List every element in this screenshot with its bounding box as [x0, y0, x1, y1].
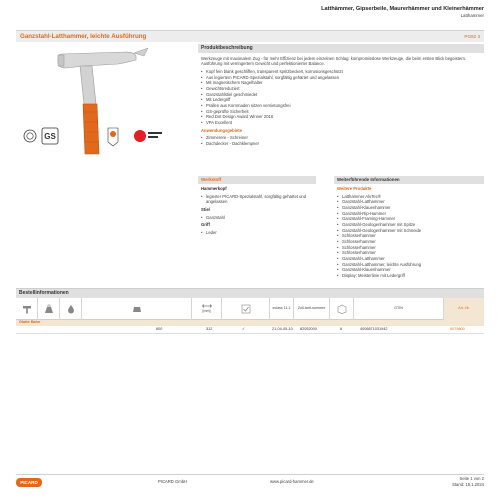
footer-divider [16, 474, 484, 475]
related-product-link[interactable]: • Schlosserhammer [337, 245, 481, 251]
weight-icon [38, 298, 60, 320]
feature-item: • Mit magnetischem Nagelhalter [201, 80, 481, 86]
product-title-bar [16, 30, 484, 42]
page-header-subtitle: Latthammer [460, 13, 484, 18]
material-section [198, 176, 316, 236]
certificate-icon [241, 304, 251, 314]
material-head-list [198, 192, 316, 205]
package-icon [337, 304, 347, 314]
feature-item: • Mit Ledergriff [201, 97, 481, 103]
material-grip-label: Griff [201, 222, 210, 228]
related-product-link[interactable]: • Ganzstahl-Klauenhammer [337, 205, 481, 211]
description-text: Werkzeuge mit maximalem Zug - für mehr Effizienz bei jedem einzelnen Schlag; kompromisslose Werkzeuge, die beim ersten Blick begeistern. Ausführung mit verringertem Gewicht und perfektionierter Balance. [201, 55, 467, 67]
material-item: • Leder [201, 230, 313, 236]
cell-article: 0079800 [450, 327, 465, 332]
usage-item: • Zimmerere - Schreiner [201, 135, 481, 141]
footer-url-link[interactable]: www.picard-hammer.de [270, 479, 314, 484]
material-handle-list [198, 213, 316, 221]
related-product-link[interactable]: • Ganzstahl-Geologenhammer mit Spitze [337, 222, 481, 228]
related-product-link[interactable]: • Display: Meisterlinie mit Ledergriff [337, 273, 481, 279]
feature-list [198, 67, 484, 126]
further-info-heading: Weiterführende Informationen [334, 176, 484, 184]
cell-check: ✓ [242, 327, 246, 332]
cell-eclass: 21-04-05-10 [272, 327, 293, 332]
product-code: PG92 3 [464, 34, 480, 39]
feature-item: • GS-geprüfte Sicherheit [201, 109, 481, 115]
gs-column-head [222, 298, 270, 320]
description-heading: Produktbeschreibung [198, 44, 484, 53]
feature-item: • Ganzstahlstiel geschmiedet [201, 92, 481, 98]
article-column-head [444, 298, 484, 320]
usage-heading: Anwendungsgebiete [201, 127, 242, 133]
related-product-link[interactable]: • Ganzstahl-Rip-Hammer [337, 211, 481, 217]
material-handle-label: Stiel [201, 206, 210, 212]
related-product-link[interactable]: • Schlosserhammer [337, 239, 481, 245]
related-product-link[interactable]: • Ganzstahl-Geologenhammer mit Schneide [337, 228, 481, 234]
related-product-link[interactable]: • Ganzstahl-Latthammer, leichte Ausführung [337, 262, 481, 268]
cell-tariff: 82052000 [300, 327, 317, 332]
related-product-link[interactable]: • Schlosserhammer [337, 250, 481, 256]
article-label: Art.-Nr. [458, 306, 470, 311]
drop-icon [60, 298, 82, 320]
feature-item: • Red Dot Design Award Winner 2016 [201, 114, 481, 120]
related-product-link[interactable]: • Schlosserhammer [337, 233, 481, 239]
cell-quantity: 6 [340, 327, 343, 332]
related-product-link[interactable]: • Ganzstahl-Latthammer [337, 256, 481, 262]
eclass-column-head [270, 298, 294, 320]
usage-item: • Dachdecker - Dachklempner [201, 141, 481, 147]
order-info-section [16, 288, 484, 334]
material-item: • legierter PICARD-Spezialstahl, sorgfältig gehärtet und angelassen [201, 194, 313, 205]
gtin-label: GTIN [394, 306, 403, 311]
eclass-label: eclass 11.1 [272, 306, 291, 311]
length-column-head [192, 298, 222, 320]
svg-text:GS: GS [44, 132, 56, 141]
order-group-label: Glatte Bahn [19, 320, 41, 325]
order-info-heading: Bestellinformationen [16, 288, 484, 298]
related-products-list [334, 192, 484, 279]
order-table-header [16, 298, 484, 320]
product-title: Ganzstahl-Latthammer, leichte Ausführung [20, 33, 147, 40]
hammer-image [22, 46, 182, 158]
usage-list [198, 133, 484, 146]
product-image-area [22, 46, 182, 158]
material-head-label: Hammerkopf [201, 185, 227, 191]
footer-date: Stand: 15.1.2024 [452, 482, 484, 487]
material-grip-list [198, 228, 316, 236]
related-product-link[interactable]: • Ganzstahl-Latthammer [337, 199, 481, 205]
related-product-link[interactable]: • Ganzstahl-Framing-Hammer [337, 216, 481, 222]
length-unit-label: [mm] [202, 309, 211, 314]
scale-icon [132, 305, 142, 313]
feature-item: • Gewichtsreduziert [201, 86, 481, 92]
hammer-icon [16, 298, 38, 320]
material-item: • Ganzstahl [201, 215, 313, 221]
related-product-link[interactable]: • Latthammer AluTec® [337, 194, 481, 200]
tariff-label: Zoll-tarif-nummer [297, 306, 326, 311]
feature-item: • Prallen aus Kornmaden sitzen vernietungsfrei [201, 103, 481, 109]
footer-company: PICARD GmbH [158, 479, 188, 484]
cell-gtin: 4006871031942 [360, 327, 388, 332]
package-column-head [330, 298, 354, 320]
cell-length: 312 [206, 327, 213, 332]
tariff-column-head [294, 298, 330, 320]
cell-weight: 600 [156, 327, 163, 332]
feature-item: • Kopf fein blank geschliffen, transparent spritzbeckert, korrosionsgeschützt [201, 69, 481, 75]
footer-page-number: Seite 1 von 2 [459, 476, 484, 481]
product-description [198, 44, 484, 147]
feature-item: • VPA Excellent [201, 120, 481, 126]
feature-item: • Aus legiertem PICARD-Spezialstahl, sorgfältig gehärtet und angelassen [201, 75, 481, 81]
gtin-column-head [354, 298, 444, 320]
related-product-link[interactable]: • Ganzstahl-Klauenhammer [337, 267, 481, 273]
picard-logo: PICARD [16, 478, 42, 487]
material-heading: Werkstoff [198, 176, 316, 184]
page-header-title: Latthämmer, Gipserbeile, Maurerhämmer und Kleinerhämmer [321, 6, 484, 12]
further-info-section [334, 176, 484, 279]
weight-column-head [82, 298, 192, 320]
table-row [16, 326, 484, 334]
related-products-heading: Weitere Produkte [337, 185, 372, 191]
